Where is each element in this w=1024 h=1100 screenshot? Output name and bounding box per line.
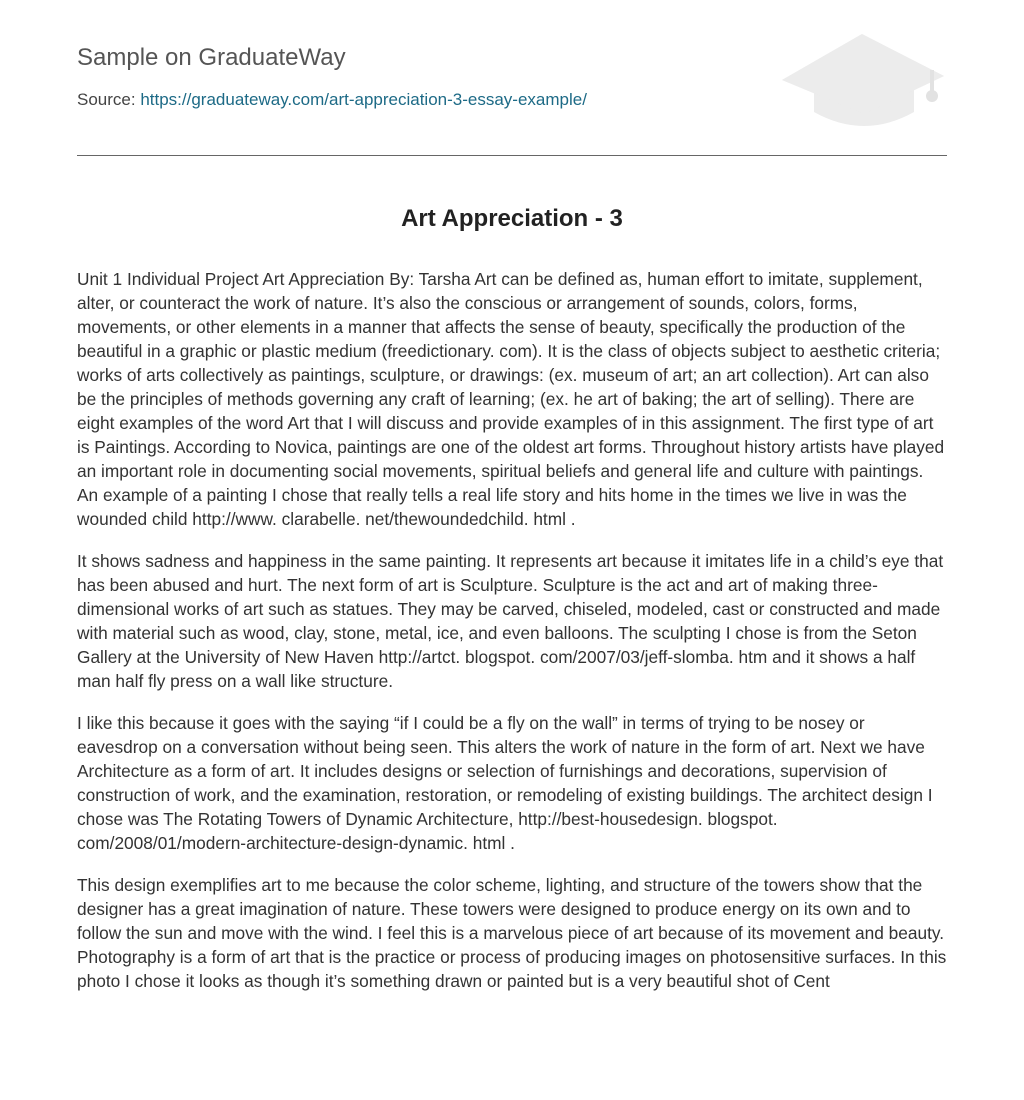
site-title: Sample on GraduateWay [77, 44, 346, 71]
paragraph: It shows sadness and happiness in the same painting. It represents art because it imitates life in a child’s eye that has been abused and hurt. The next form of art is Sculpture. Sculpture is the act and art of making three-dimensional works of art such as statues. They may be carved, chiseled, modeled, cast or constructed and made with material such as wood, clay, stone, metal, ice, and even balloons. The sculpting I chose is from the Seton Gallery at the University of New Haven http://artct. blogspot. com/2007/03/jeff-slomba. htm and it shows a half man half fly press on a wall like structure. [77, 551, 944, 691]
paragraph: This design exemplifies art to me because the color scheme, lighting, and structure of the towers show that the designer has a great imagination of nature. These towers were designed to produce energy on its own and to follow the sun and move with the wind. I feel this is a marvelous piece of art because of its movement and beauty. Photography is a form of art that is the practice or process of producing images on photosensitive surfaces. In this photo I chose it looks as though it’s something drawn or painted but is a very beautiful shot of Cent [77, 875, 947, 991]
document-title: Art Appreciation - 3 [401, 205, 623, 232]
paragraph: Unit 1 Individual Project Art Appreciation By: Tarsha Art can be defined as, human effort to imitate, supplement, alter, or counteract the work of nature. It’s also the conscious or arrangement of sounds, colors, forms, movements, or other elements in a manner that affects the sense of beauty, specifically the production of the beautiful in a graphic or plastic medium (freedictionary. com). It is the class of objects subject to aesthetic criteria; works of arts collectively as paintings, sculpture, or drawings: (ex. museum of art; an art collection). Art can also be the principles of methods governing any craft of learning; (ex. he art of baking; the art of selling). There are eight examples of the word Art that I will discuss and provide examples of in this assignment. The first type of art is Paintings. According to Novica, paintings are one of the oldest art forms. Throughout history artists have played an important role in documenting social movements, spiritual beliefs and general life and culture with paintings. An example of a painting I chose that really tells a real life story and hits home in the times we live in was the wounded child http://www. clarabelle. net/thewoundedchild. html . [77, 269, 945, 529]
page-header [77, 0, 947, 156]
header-divider [77, 155, 947, 156]
source-line [77, 90, 587, 110]
paragraph: I like this because it goes with the saying “if I could be a fly on the wall” in terms of trying to be nosey or eavesdrop on a conversation without being seen. This alters the work of nature in the form of art. Next we have Architecture as a form of art. It includes designs or selection of furnishings and decorations, supervision of construction of work, and the examination, restoration, or remodeling of existing buildings. The architect design I chose was The Rotating Towers of Dynamic Architecture, http://best-housedesign. blogspot. com/2008/01/modern-architecture-design-dynamic. html . [77, 713, 933, 853]
source-label: Source: [77, 90, 136, 109]
source-link[interactable]: https://graduateway.com/art-appreciation-3-essay-example/ [140, 90, 587, 109]
graduation-cap-icon [780, 30, 948, 134]
document-body [77, 267, 947, 1011]
